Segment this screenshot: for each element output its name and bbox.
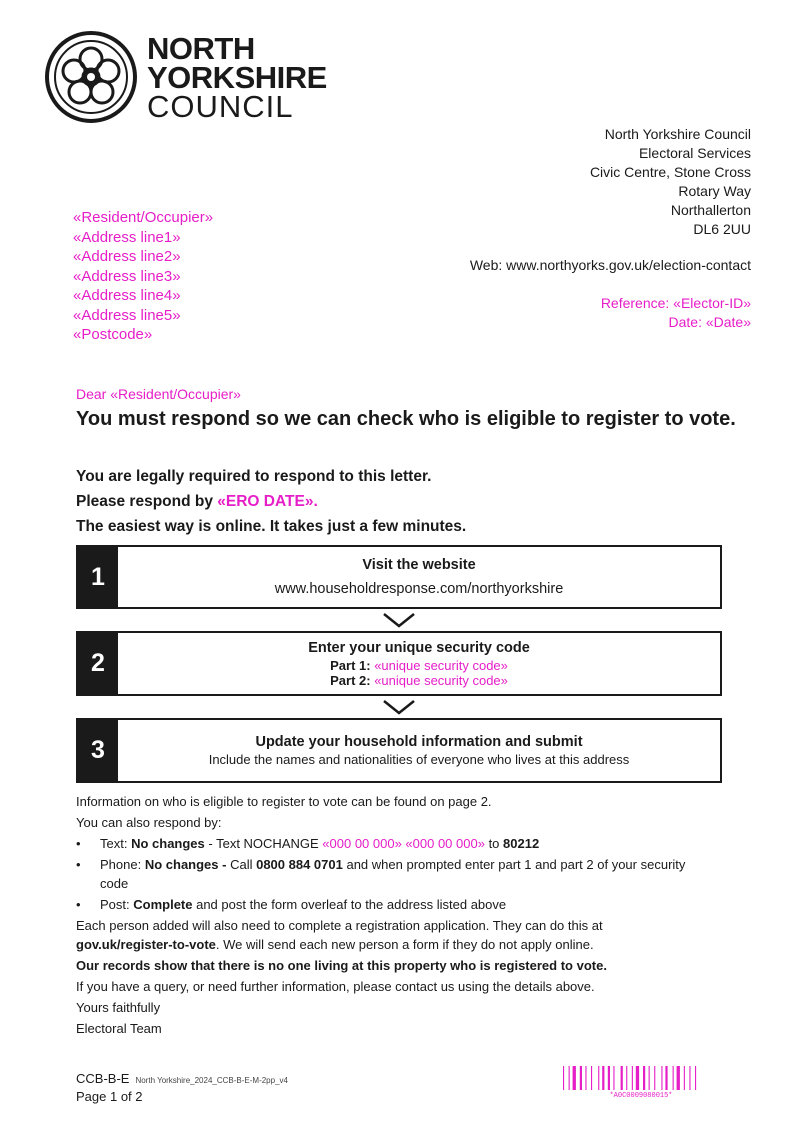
logo-line-2: YORKSHIRE — [147, 60, 327, 95]
step-body — [118, 633, 720, 694]
code-part-2: Part 2: «unique security code» — [330, 672, 508, 688]
sender-line: Electoral Services — [638, 145, 751, 161]
recipient-line: «Address line1» — [73, 228, 181, 246]
step-1-box — [76, 545, 722, 609]
legal-notice: You are legally required to respond to this letter. — [76, 468, 432, 485]
ero-date: «ERO DATE». — [217, 493, 318, 510]
sender-line: DL6 2UU — [693, 221, 751, 237]
headline: You must respond so we can check who is eligible to register to vote. — [76, 408, 736, 430]
query-info: If you have a query, or need further information, please contact us using the details above. — [76, 979, 595, 994]
records-notice: Our records show that there is no one living at this property who is registered to vote. — [76, 958, 607, 973]
sender-line: Civic Centre, Stone Cross — [589, 164, 751, 180]
file-code: North Yorkshire_2024_CCB-B-E-M-2pp_v4 — [135, 1076, 288, 1085]
logo-wordmark — [147, 31, 327, 124]
recipient-address — [73, 208, 213, 345]
salutation: Dear «Resident/Occupier» — [76, 386, 241, 402]
web-address: Web: www.northyorks.gov.uk/election-contact — [469, 257, 751, 273]
logo-line-3: COUNCIL — [147, 89, 294, 124]
step-3-box — [76, 718, 722, 783]
step-body — [118, 720, 720, 781]
each-person-info: Each person added will also need to complete a registration application. They can do this at gov.uk/register-to-vote. We will send each new person a form if they do not apply online. — [76, 918, 603, 952]
recipient-line: «Resident/Occupier» — [73, 209, 214, 226]
also-respond: You can also respond by: — [76, 815, 222, 830]
option-phone: • Phone: No changes - Call 0800 884 0701 and when prompted enter part 1 and part 2 of your security code — [76, 855, 716, 893]
step-detail: Include the names and nationalities of everyone who lives at this address — [208, 752, 630, 767]
step-number: 1 — [78, 547, 118, 607]
reference-block — [601, 294, 751, 332]
sign-off: Yours faithfully — [76, 1000, 161, 1015]
respond-by: Please respond by «ERO DATE». — [76, 493, 318, 510]
form-code: CCB-B-E — [76, 1071, 130, 1086]
step-title: Enter your unique security code — [308, 639, 530, 656]
step-number: 2 — [78, 633, 118, 694]
recipient-line: «Address line5» — [73, 306, 181, 324]
step-number: 3 — [78, 720, 118, 781]
chevron-down-icon — [382, 612, 416, 628]
code-part-1: Part 1: «unique security code» — [330, 657, 508, 673]
logo-line-1: NORTH — [147, 31, 255, 66]
recipient-line: «Address line3» — [73, 267, 181, 285]
eligibility-info: Information on who is eligible to register to vote can be found on page 2. — [76, 794, 492, 809]
easiest-way: The easiest way is online. It takes just a few minutes. — [76, 518, 467, 535]
signatory: Electoral Team — [76, 1021, 162, 1036]
recipient-line: «Address line4» — [73, 287, 181, 304]
step-title: Visit the website — [362, 557, 476, 573]
chevron-down-icon — [382, 699, 416, 715]
intro-block — [76, 464, 466, 539]
sender-line: North Yorkshire Council — [604, 126, 751, 142]
option-text: • Text: No changes - Text NOCHANGE «000 00 000» «000 00 000» to 80212 — [76, 834, 716, 853]
step-2-box — [76, 631, 722, 696]
recipient-line: «Postcode» — [73, 326, 153, 343]
body-text — [76, 792, 716, 1040]
footer — [76, 1071, 288, 1105]
barcode-label: *A0C0009080015* — [609, 1092, 673, 1100]
option-post: • Post: Complete and post the form overleaf to the address listed above — [76, 895, 716, 914]
reference: Reference: «Elector-ID» — [600, 295, 751, 311]
page-number: Page 1 of 2 — [76, 1089, 143, 1104]
sender-line: Rotary Way — [678, 183, 751, 199]
step-title: Update your household information and submit — [255, 734, 583, 750]
step-website: www.householdresponse.com/northyorkshire — [274, 581, 564, 597]
sender-address — [590, 125, 751, 239]
barcode — [563, 1066, 719, 1090]
date: Date: «Date» — [668, 314, 751, 330]
step-body — [118, 547, 720, 607]
sender-line: Northallerton — [670, 202, 751, 218]
recipient-line: «Address line2» — [73, 248, 181, 265]
